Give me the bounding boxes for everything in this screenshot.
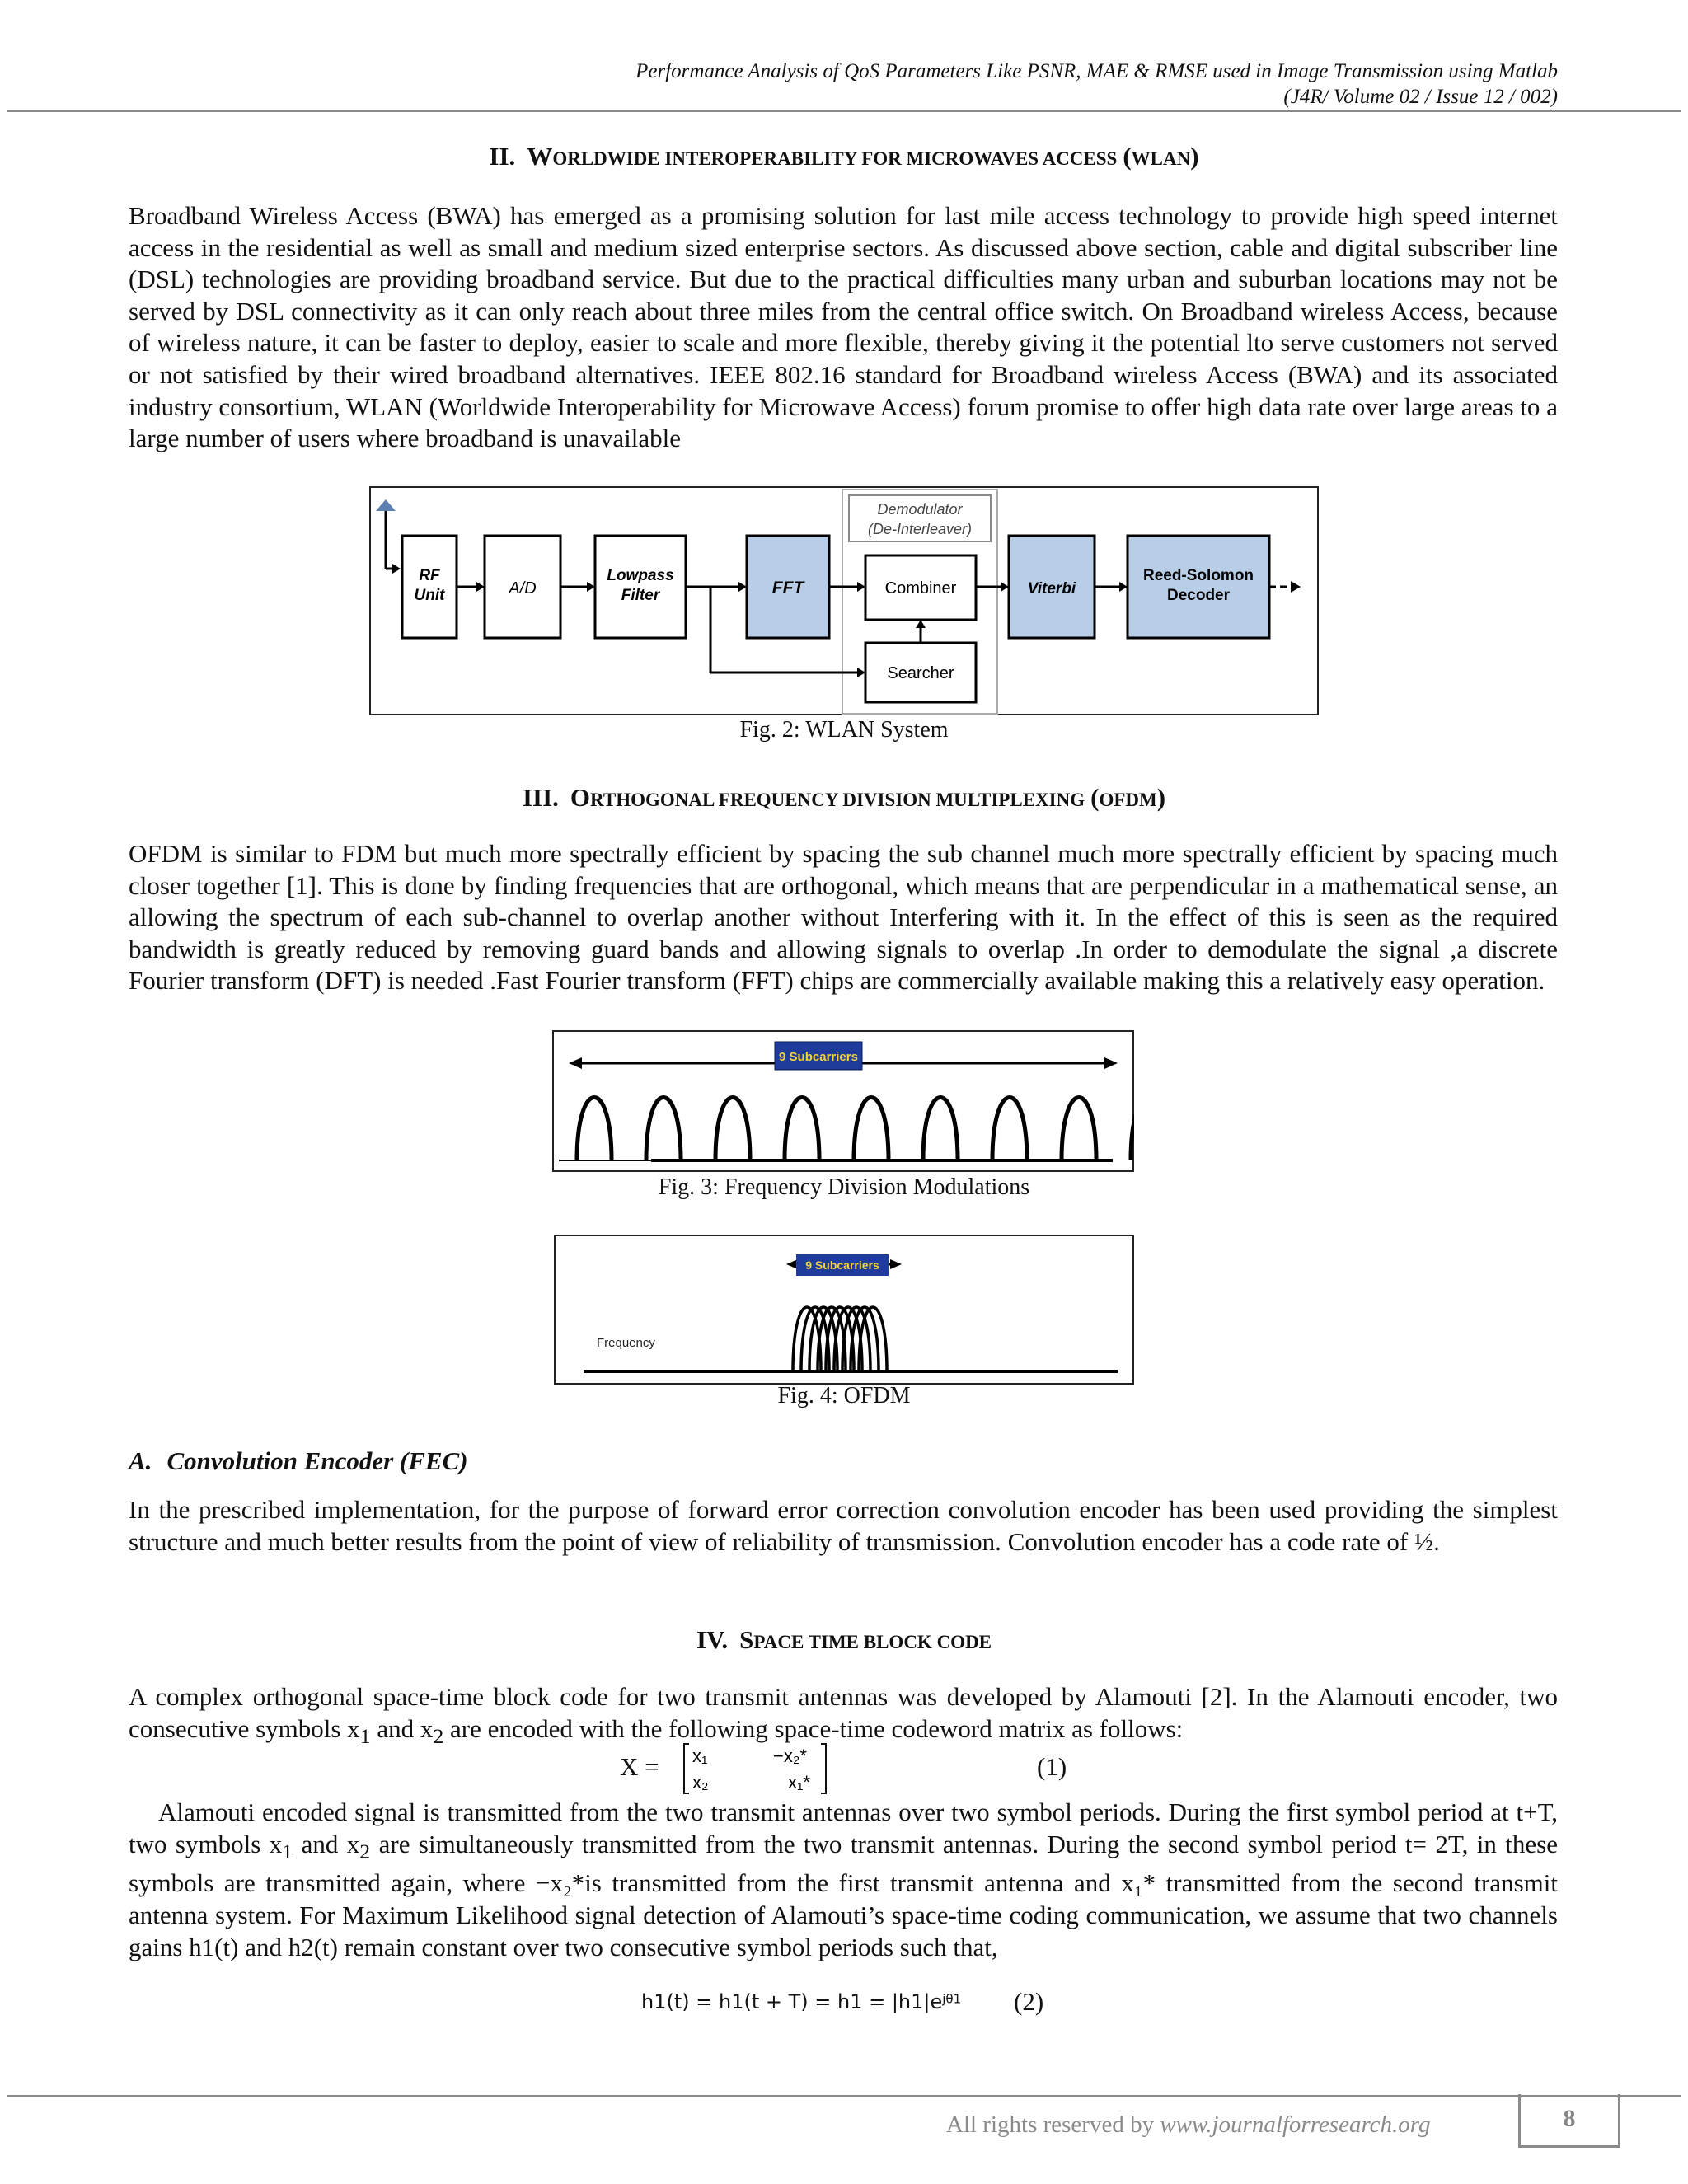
heading-abbr: WLAN <box>1131 148 1191 169</box>
section3-paragraph: OFDM is similar to FDM but much more spectrally efficient by spacing the sub channel much more spectrally efficient by spacing much closer together [1]. This is done by finding frequencies that are orthogonal, which means that are perpendicular in a mathematical sense, an allowing the spectrum of each sub-channel to overlap another without Interfering with it. In the effect of this is seen as the required bandwidth is greatly reduced by removing guard bands and allowing signals to overlap .In order to demodulate the signal ,a discrete Fourier transform (DFT) is needed .Fast Fourier transform (FFT) chips are commercially available making this a relatively easy operation. <box>129 839 1558 996</box>
subsection-heading-a <box>129 1446 468 1476</box>
heading-paren: ( <box>1123 142 1132 171</box>
subscript: 2 <box>433 1723 444 1748</box>
page-number: 8 <box>1518 2094 1620 2148</box>
fft-label: FFT <box>771 579 804 598</box>
fig2-caption: Fig. 2: WLAN System <box>739 717 949 743</box>
text-run: and x <box>293 1829 360 1858</box>
subscript: 1 <box>359 1723 371 1748</box>
fdm-spectrum-figure <box>552 1030 1134 1172</box>
subsection-label: A. <box>129 1446 152 1475</box>
math-symbol: −x₂* <box>535 1868 585 1898</box>
text-run: are encoded with the following space-time codeword matrix as follows: <box>443 1713 1184 1743</box>
subsection-a-paragraph: In the prescribed implementation, for the purpose of forward error correction convolution encoder has been used providing the simplest structure and much better results from the point of view of reliability of transmission. Convolution encoder has a code rate of ½. <box>129 1495 1558 1556</box>
wlan-block-diagram <box>369 486 1319 717</box>
matrix-bracket-left <box>684 1744 689 1793</box>
running-header-title: Performance Analysis of QoS Parameters Like PSNR, MAE & RMSE used in Image Transmission using Matlab <box>635 60 1558 82</box>
heading-initial: S <box>739 1625 754 1654</box>
reed-solomon-label: Reed-Solomon <box>1142 567 1254 584</box>
math-symbol: x₁* <box>1121 1868 1156 1898</box>
demodulator-label: Demodulator <box>877 501 963 518</box>
subscript: 2 <box>359 1839 371 1863</box>
section-heading-3 <box>0 783 1688 813</box>
matrix-cell: x₁ <box>692 1746 708 1766</box>
heading-text: PACE TIME BLOCK CODE <box>753 1632 992 1652</box>
subcarriers-badge-label: 9 Subcarriers <box>805 1258 879 1272</box>
equation-2-exponent: jθ1 <box>942 1991 962 2007</box>
heading-initial: O <box>570 783 591 812</box>
matrix-bracket-right <box>821 1744 826 1793</box>
section4-paragraph-2 <box>129 1797 1558 1963</box>
equation-1-number: (1) <box>1037 1752 1067 1781</box>
section-number: IV. <box>696 1625 729 1654</box>
subscript: 1 <box>282 1839 293 1863</box>
section-heading-2 <box>0 142 1688 171</box>
section-number: III. <box>522 783 559 812</box>
equation-2-number: (2) <box>1014 1987 1044 2016</box>
searcher-label: Searcher <box>887 664 954 682</box>
fig4-caption: Fig. 4: OFDM <box>777 1383 911 1408</box>
frequency-axis-label: Frequency <box>597 1336 655 1350</box>
footer-rule <box>7 2095 1681 2097</box>
section4-paragraph-1 <box>129 1681 1558 1752</box>
deinterleaver-label: (De-Interleaver) <box>867 521 973 537</box>
matrix-cell: x₂ <box>692 1772 709 1793</box>
running-header-issue: (J4R/ Volume 02 / Issue 12 / 002) <box>1283 86 1558 108</box>
matrix-cell: x₁* <box>788 1772 810 1793</box>
equation-2-body: h1(t) = h1(t + T) = h1 = |h1|e <box>641 1990 943 2013</box>
heading-paren: ( <box>1090 783 1100 812</box>
text-run: transmitted from the second transmit antenna system. For Maximum Likelihood signal detection of Alamouti’s space-time coding communication, we assume that two channels gains h1(t) and h2(t) remain constant over two consecutive symbol periods such that, <box>129 1868 1559 1961</box>
text-run: are simultaneously transmitted from the two transmit antennas. During the second symbol period t= 2T, in these symbols are transmitted again, where <box>129 1829 1558 1898</box>
equation-1-matrix <box>681 1741 829 1797</box>
equation-1-lhs: X = <box>620 1752 659 1781</box>
ofdm-spectrum-figure <box>554 1235 1134 1385</box>
rf-unit-label: Unit <box>414 587 445 604</box>
footer-rights <box>946 2111 1431 2139</box>
section2-paragraph: Broadband Wireless Access (BWA) has emerged as a promising solution for last mile access technology to provide high speed internet access in the residential as well as small and medium sized enterprise sectors. As discussed above section, cable and digital subscriber line (DSL) technologies are providing broadband service. But due to the practical difficulties many urban and suburban locations may not be served by DSL connectivity as it can only reach about three miles from the central office switch. On Broadband wireless Access, because of wireless nature, it can be faster to deploy, easier to scale and more flexible, thereby giving it the potential lto serve customers not served or not satisfied by their wired broadband alternatives. IEEE 802.16 standard for Broadband wireless Access (BWA) and its associated industry consortium, WLAN (Worldwide Interoperability for Microwave Access) forum promise to offer high data rate over large areas to a large number of users where broadband is unavailable <box>129 201 1558 453</box>
heading-text: ORLDWIDE INTEROPERABILITY FOR MICROWAVES ACCESS <box>552 148 1118 169</box>
matrix-cell: −x₂* <box>773 1746 807 1766</box>
combiner-label: Combiner <box>884 579 957 598</box>
section-heading-4 <box>0 1625 1688 1655</box>
decoder-label: Decoder <box>1166 587 1231 604</box>
text-run: A complex orthogonal space-time block code for two transmit antennas was developed by Alamouti [2]. In the Alamouti encoder, two consecutive symbols x <box>129 1682 1558 1743</box>
header-rule <box>7 110 1681 112</box>
heading-text: RTHOGONAL FREQUENCY DIVISION MULTIPLEXING <box>590 790 1085 810</box>
subsection-title: Convolution Encoder (FEC) <box>166 1446 468 1475</box>
footer-rights-text: All rights reserved by <box>946 2111 1160 2138</box>
text-run: Alamouti encoded signal is transmitted from the two transmit antennas over two symbol periods. During the first symbol period at t+T, two symbols x <box>129 1797 1558 1858</box>
fig3-caption: Fig. 3: Frequency Division Modulations <box>658 1174 1030 1200</box>
rf-unit-label: RF <box>419 567 440 584</box>
filter-label: Filter <box>621 587 660 604</box>
text-run: is transmitted from the first transmit antenna and <box>584 1868 1122 1898</box>
equation-2 <box>641 1990 961 2013</box>
heading-paren: ) <box>1156 783 1166 812</box>
footer-site-link[interactable]: www.journalforresearch.org <box>1160 2111 1431 2138</box>
heading-initial: W <box>527 142 553 171</box>
lowpass-label: Lowpass <box>607 567 674 584</box>
viterbi-label: Viterbi <box>1027 580 1076 598</box>
ad-label: A/D <box>509 579 537 598</box>
heading-abbr: OFDM <box>1099 790 1157 810</box>
heading-paren: ) <box>1190 142 1199 171</box>
text-run: and x <box>370 1713 434 1743</box>
subcarriers-badge-label: 9 Subcarriers <box>779 1050 858 1064</box>
section-number: II. <box>489 142 516 171</box>
